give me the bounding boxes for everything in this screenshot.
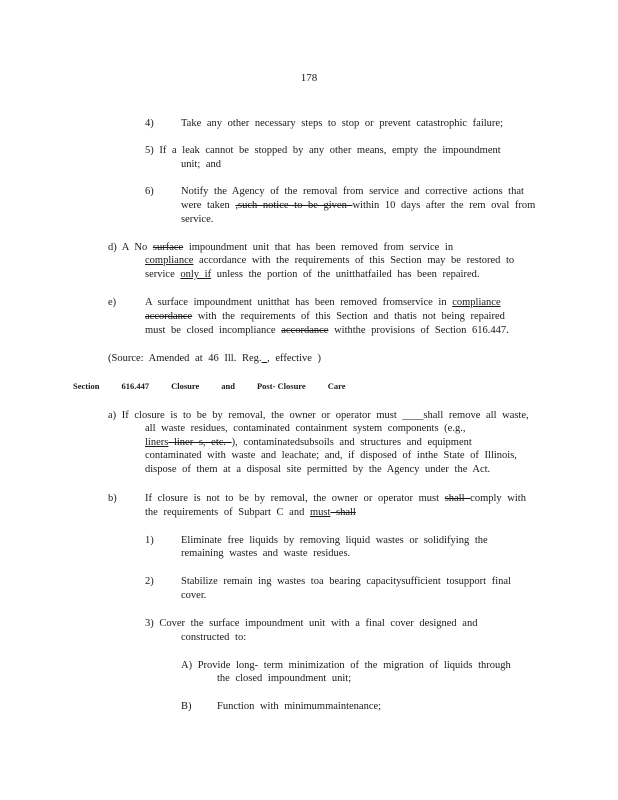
item-b1-marker: 1) — [145, 535, 154, 546]
para-e-line-3: must be closed incompliance accordance withthe provisions of Section 616.447. — [145, 325, 509, 336]
item-4-text: Take any other necessary steps to stop or prevent catastrophic failure; — [181, 118, 503, 129]
item-3a-line-1: A) Provide long- term minimization of the migration of liquids through — [181, 660, 511, 671]
item-3b-marker: B) — [181, 701, 192, 712]
item-5-line-2: unit; and — [181, 159, 222, 170]
para-b-marker: b) — [108, 493, 117, 504]
para-d-line-1: d) A No surface impoundment unit that has been removed from service in — [108, 242, 454, 253]
item-b2-line-1: Stabilize remain ing wastes toa bearing capacitysufficient tosupport final — [181, 576, 511, 587]
item-3b-text: Function with minimummaintenance; — [217, 701, 382, 712]
item-6-line-3: service. — [181, 214, 214, 225]
item-b1-line-2: remaining wastes and waste residues. — [181, 548, 351, 559]
para-a-line-2: all waste residues, contaminated containment system components (e.g., — [145, 423, 466, 434]
item-b2-marker: 2) — [145, 576, 154, 587]
source-note: (Source: Amended at 46 Ill. Reg. , effective ) — [108, 353, 322, 364]
item-5-line-1: 5) If a leak cannot be stopped by any other means, empty the impoundment — [145, 145, 501, 156]
item-b1-line-1: Eliminate free liquids by removing liquid wastes or solidifying the — [181, 535, 488, 546]
para-d-line-3: service only if unless the portion of the unitthatfailed has been repaired. — [145, 269, 480, 280]
section-heading: Section 616.447 Closure and Post- Closure Care — [73, 381, 346, 391]
item-6-line-1: Notify the Agency of the removal from service and corrective actions that — [181, 186, 524, 197]
item-b2-line-2: cover. — [181, 590, 207, 601]
para-b-line-1: If closure is not to be by removal, the owner or operator must shall comply with — [145, 493, 526, 504]
item-4-marker: 4) — [145, 118, 154, 129]
page-number: 178 — [300, 72, 318, 84]
item-6-line-2: were taken ,such notice to be given within 10 days after the rem oval from — [181, 200, 536, 211]
item-6-marker: 6) — [145, 186, 154, 197]
para-b-line-2: the requirements of Subpart C and must shall — [145, 507, 356, 518]
para-a-line-3: liners liner s, etc. ), contaminatedsubsoils and structures and equipment — [145, 437, 472, 448]
para-a-line-4: contaminated with waste and leachate; and, if disposed of inthe State of Illinois, — [145, 450, 517, 461]
para-d-line-2: compliance accordance with the requirements of this Section may be restored to — [145, 255, 515, 266]
para-a-line-1: a) If closure is to be by removal, the owner or operator must ____shall remove all waste, — [108, 410, 529, 421]
item-3a-line-2: the closed impoundment unit; — [217, 673, 352, 684]
para-e-marker: e) — [108, 297, 117, 308]
para-e-line-2: accordance with the requirements of this Section and thatis not being repaired — [145, 311, 505, 322]
item-b3-line-2: constructed to: — [181, 632, 247, 643]
item-b3-line-1: 3) Cover the surface impoundment unit with a final cover designed and — [145, 618, 478, 629]
para-a-line-5: dispose of them at a disposal site permitted by the Agency under the Act. — [145, 464, 491, 475]
para-e-line-1: A surface impoundment unitthat has been removed fromservice in compliance — [145, 297, 501, 308]
